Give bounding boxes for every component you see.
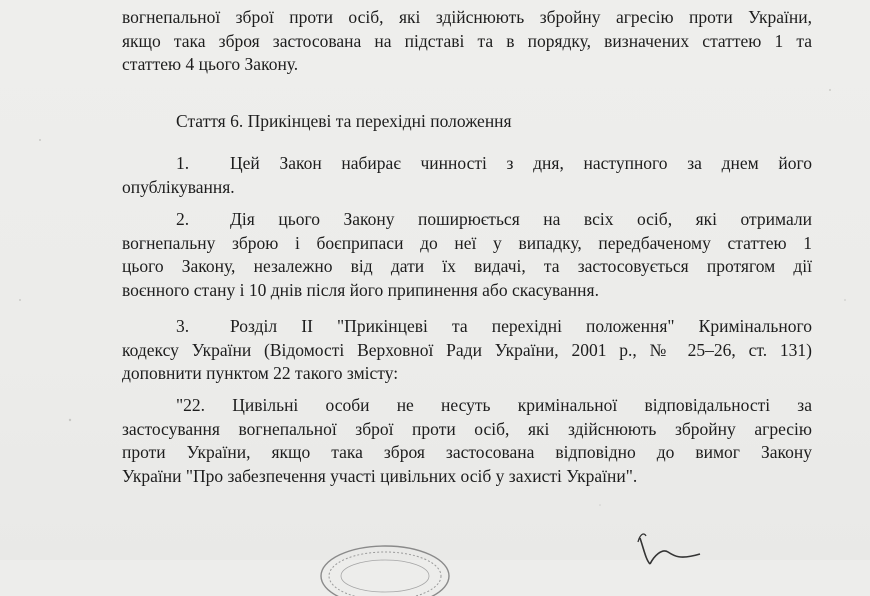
list-item (122, 208, 812, 302)
list-item (122, 315, 812, 386)
text-line: України "Про забезпечення участі цивільних осіб у захисті України". (122, 465, 638, 486)
text-line: вогнепальну зброю і боєприпаси до неї у випадку, передбаченому статтею 1 (122, 232, 812, 253)
quote-block (122, 394, 812, 488)
text-line: застосування вогнепальної зброї проти осіб, які здійснюють збройну агресію (122, 418, 812, 439)
article-heading: Стаття 6. Прикінцеві та перехідні положення (176, 111, 512, 131)
text-line (122, 152, 812, 176)
signature-icon (610, 530, 730, 570)
list-item (122, 152, 812, 199)
stamp-seal-icon (310, 536, 460, 596)
text-line: цього Закону, незалежно від дати їх видачі, та застосовується протягом дії (122, 256, 812, 276)
text-line: кодексу України (Відомості Верховної Ради України, 2001 р., № 25–26, ст. 131) (122, 339, 812, 360)
item-text: Розділ II "Прикінцеві та перехідні положення" Кримінального (230, 316, 812, 336)
text-line: воєнного стану і 10 днів після його припинення або скасування. (122, 279, 599, 300)
item-text: Цей Закон набирає чинності з дня, наступного за днем його (230, 153, 812, 173)
item-number: 2. (176, 209, 190, 229)
text-line: статтею 4 цього Закону. (122, 54, 299, 74)
text-line (122, 315, 812, 339)
item-number: 3. (176, 316, 190, 336)
item-text: Дія цього Закону поширюється на всіх осіб, які отримали (230, 209, 812, 229)
text-line: "22. Цивільні особи не несуть кримінальної відповідальності за (176, 395, 812, 415)
top-fragment (122, 6, 812, 77)
text-line: проти України, якщо така зброя застосована відповідно до вимог Закону (122, 442, 812, 462)
text-line: опублікування. (122, 176, 235, 197)
text-line (122, 208, 812, 232)
text-line: вогнепальної зброї проти осіб, які здійснюють збройну агресію проти України, (122, 7, 812, 27)
text-line: якщо така зброя застосована на підставі та в порядку, визначених статтею 1 та (122, 30, 812, 51)
text-line: доповнити пунктом 22 такого змісту: (122, 363, 399, 383)
item-number: 1. (176, 153, 190, 173)
